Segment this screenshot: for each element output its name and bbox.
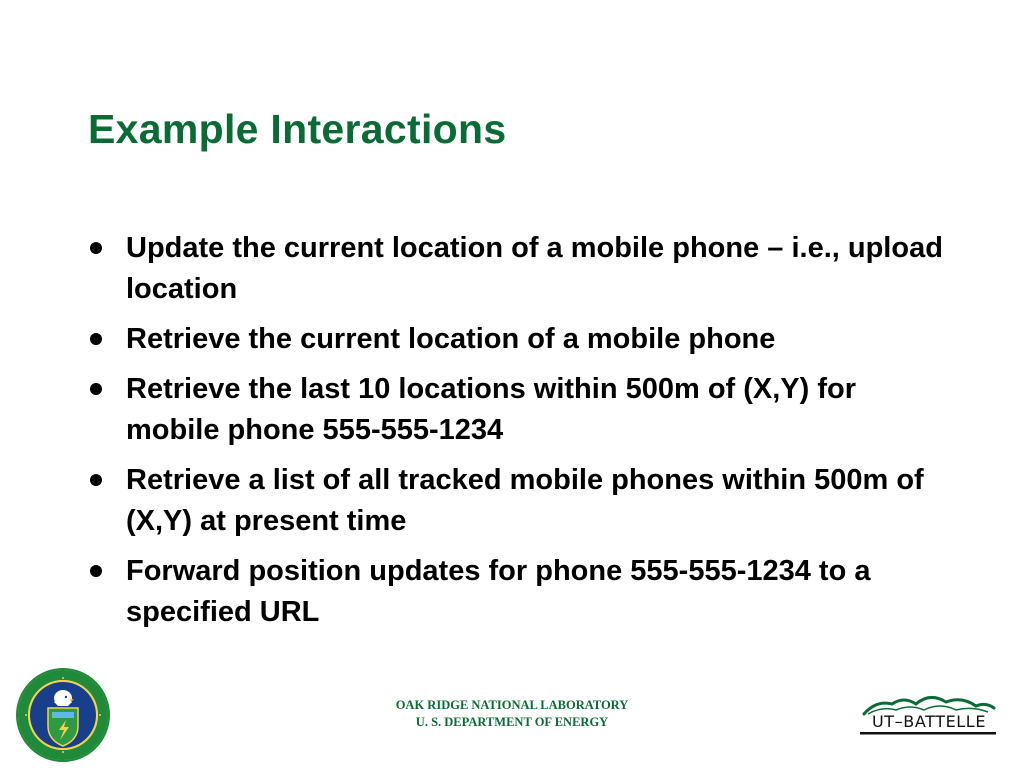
bullet-item (86, 319, 956, 360)
footer-line-1: OAK RIDGE NATIONAL LABORATORY (395, 698, 629, 712)
bullet-text: Forward position updates for phone 555-555-1234 to a specified URL (126, 555, 871, 628)
slide-title: Example Interactions (88, 106, 507, 152)
ut-battelle-logo (858, 690, 1000, 738)
bullet-text: Retrieve a list of all tracked mobile phones within 500m of (X,Y) at present time (126, 464, 924, 537)
bullet-text: Retrieve the last 10 locations within 500m of (X,Y) for mobile phone 555-555-1234 (126, 373, 857, 446)
bullet-dot-icon (90, 242, 102, 254)
bullet-item (86, 460, 956, 542)
bullet-item (86, 228, 956, 310)
bullet-list (86, 228, 956, 642)
svg-text:UT–BATTELLE: UT–BATTELLE (871, 712, 987, 731)
bullet-dot-icon (90, 383, 102, 395)
bullet-text: Update the current location of a mobile phone – i.e., upload location (126, 232, 943, 305)
bullet-text: Retrieve the current location of a mobile phone (126, 323, 776, 355)
bullet-item (86, 551, 956, 633)
doe-seal-logo (16, 668, 110, 762)
footer-line-2: U. S. DEPARTMENT OF ENERGY (415, 715, 609, 729)
bullet-dot-icon (90, 333, 102, 345)
footer-text (312, 697, 712, 731)
bullet-item (86, 369, 956, 451)
bullet-dot-icon (90, 474, 102, 486)
bullet-dot-icon (90, 565, 102, 577)
